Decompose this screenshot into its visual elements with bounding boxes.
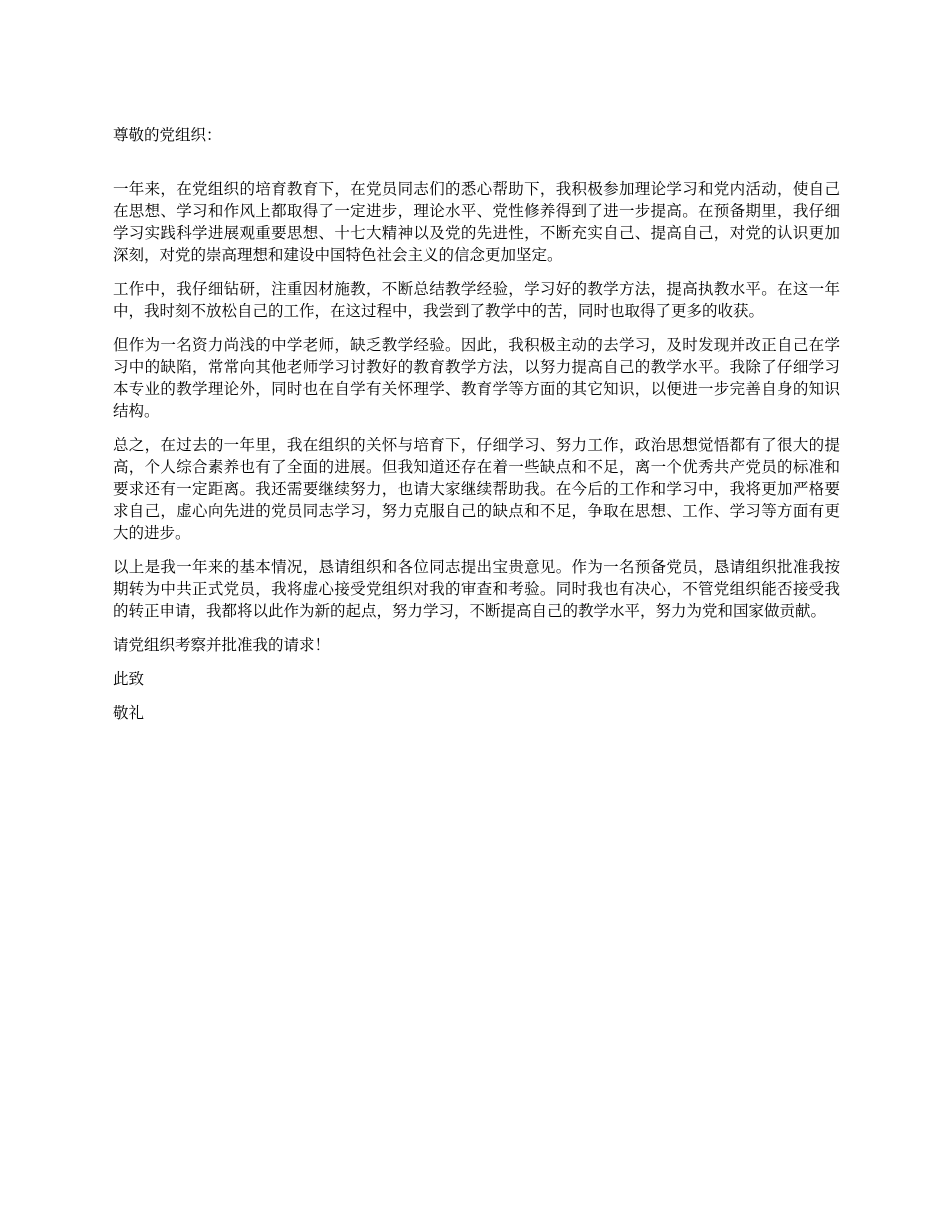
paragraph-4: 总之，在过去的一年里，我在组织的关怀与培育下，仔细学习、努力工作，政治思想觉悟都有了很大的提高，个人综合素养也有了全面的进展。但我知道还存在着一些缺点和不足，离一个优秀共产党员的标准和要求还有一定距离。我还需要继续努力，也请大家继续帮助我。在今后的工作和学习中，我将更加严格要求自己，虚心向先进的党员同志学习，努力克服自己的缺点和不足，争取在思想、工作、学习等方面有更大的进步。 [113,436,840,542]
letter-body [113,124,840,736]
paragraph-5: 以上是我一年来的基本情况，恳请组织和各位同志提出宝贵意见。作为一名预备党员，恳请组织批准我按期转为中共正式党员，我将虚心接受党组织对我的审查和考验。同时我也有决心，不管党组织能否接受我的转正申请，我都将以此作为新的起点，努力学习，不断提高自己的教学水平，努力为党和国家做贡献。 [113,558,840,620]
paragraph-3: 但作为一名资力尚浅的中学老师，缺乏教学经验。因此，我积极主动的去学习，及时发现并改正自己在学习中的缺陷，常常向其他老师学习讨教好的教育教学方法，以努力提高自己的教学水平。我除了仔细学习本专业的教学理论外，同时也在自学有关怀理学、教育学等方面的其它知识，以便进一步完善自身的知识结构。 [113,336,840,420]
closing-jingli: 敬礼 [113,704,145,722]
closing-cizhi: 此致 [113,670,145,688]
paragraph-1: 一年来，在党组织的培育教育下，在党员同志们的悉心帮助下，我积极参加理论学习和党内活动，使自己在思想、学习和作风上都取得了一定进步，理论水平、党性修养得到了进一步提高。在预备期里，我仔细学习实践科学进展观重要思想、十七大精神以及党的先进性，不断充实自己、提高自己，对党的认识更加深刻，对党的崇高理想和建设中国特色社会主义的信念更加坚定。 [113,180,840,264]
request-line: 请党组织考察并批准我的请求！ [113,636,331,654]
paragraph-2: 工作中，我仔细钻研，注重因材施教，不断总结教学经验，学习好的教学方法，提高执教水平。在这一年中，我时刻不放松自己的工作，在这过程中，我尝到了教学中的苦，同时也取得了更多的收获。 [113,280,840,320]
salutation: 尊敬的党组织： [113,126,222,144]
